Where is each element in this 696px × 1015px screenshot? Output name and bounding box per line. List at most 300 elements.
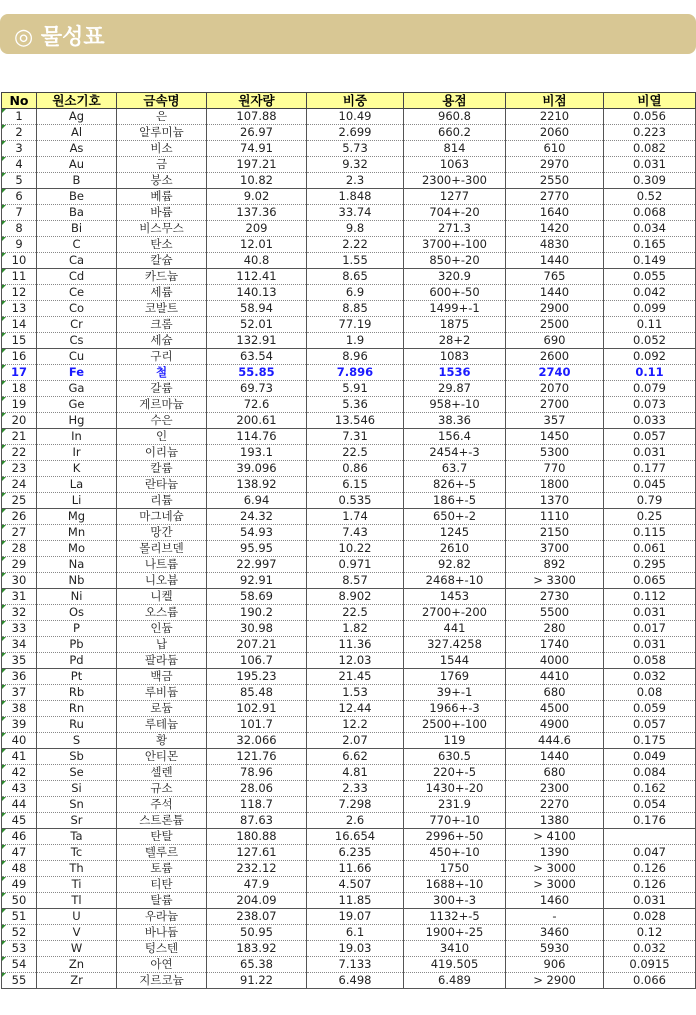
cell-melting-point: 2300+-300 — [404, 173, 506, 189]
cell-atomic-weight: 47.9 — [207, 877, 307, 893]
cell-metal-name: 칼륨 — [117, 461, 207, 477]
cell-no: 35 — [2, 653, 37, 669]
cell-specific-heat: 0.112 — [604, 589, 696, 605]
cell-no: 1 — [2, 109, 37, 125]
cell-boiling-point: 2500 — [506, 317, 604, 333]
table-row — [2, 461, 696, 477]
cell-boiling-point: 1380 — [506, 813, 604, 829]
cell-boiling-point: 1110 — [506, 509, 604, 525]
cell-specific-gravity: 4.81 — [307, 765, 404, 781]
cell-specific-heat: 0.061 — [604, 541, 696, 557]
cell-boiling-point: 4500 — [506, 701, 604, 717]
cell-specific-gravity: 16.654 — [307, 829, 404, 845]
cell-atomic-weight: 12.01 — [207, 237, 307, 253]
cell-metal-name: 나트륨 — [117, 557, 207, 573]
cell-metal-name: 코발트 — [117, 301, 207, 317]
cell-symbol: Mn — [37, 525, 117, 541]
cell-symbol: Ir — [37, 445, 117, 461]
cell-symbol: Be — [37, 189, 117, 205]
cell-no: 48 — [2, 861, 37, 877]
cell-specific-heat: 0.52 — [604, 189, 696, 205]
cell-specific-heat: 0.11 — [604, 365, 696, 381]
cell-specific-heat: 0.052 — [604, 333, 696, 349]
cell-metal-name: 인 — [117, 429, 207, 445]
cell-symbol: Sn — [37, 797, 117, 813]
cell-metal-name: 크롬 — [117, 317, 207, 333]
cell-symbol: Ba — [37, 205, 117, 221]
table-row — [2, 205, 696, 221]
cell-metal-name: 지르코늄 — [117, 973, 207, 989]
cell-melting-point: 300+-3 — [404, 893, 506, 909]
cell-boiling-point: 4000 — [506, 653, 604, 669]
cell-no: 40 — [2, 733, 37, 749]
table-row — [2, 685, 696, 701]
cell-specific-heat: 0.079 — [604, 381, 696, 397]
cell-specific-gravity: 1.848 — [307, 189, 404, 205]
cell-specific-gravity: 21.45 — [307, 669, 404, 685]
cell-boiling-point: 3460 — [506, 925, 604, 941]
cell-boiling-point: 4830 — [506, 237, 604, 253]
cell-specific-heat: 0.126 — [604, 877, 696, 893]
cell-symbol: Cs — [37, 333, 117, 349]
cell-specific-gravity: 8.57 — [307, 573, 404, 589]
cell-specific-gravity: 2.3 — [307, 173, 404, 189]
cell-atomic-weight: 50.95 — [207, 925, 307, 941]
cell-metal-name: 스트론튬 — [117, 813, 207, 829]
cell-specific-gravity: 1.74 — [307, 509, 404, 525]
cell-symbol: Au — [37, 157, 117, 173]
cell-specific-gravity: 12.03 — [307, 653, 404, 669]
cell-melting-point: 1083 — [404, 349, 506, 365]
cell-specific-heat: 0.065 — [604, 573, 696, 589]
cell-specific-gravity: 7.896 — [307, 365, 404, 381]
cell-specific-gravity: 0.971 — [307, 557, 404, 573]
cell-no: 14 — [2, 317, 37, 333]
table-row — [2, 765, 696, 781]
cell-no: 54 — [2, 957, 37, 973]
cell-specific-gravity: 12.2 — [307, 717, 404, 733]
cell-atomic-weight: 200.61 — [207, 413, 307, 429]
cell-melting-point: 1966+-3 — [404, 701, 506, 717]
cell-specific-gravity: 11.36 — [307, 637, 404, 653]
cell-no: 16 — [2, 349, 37, 365]
cell-atomic-weight: 121.76 — [207, 749, 307, 765]
cell-metal-name: 갈륨 — [117, 381, 207, 397]
cell-specific-gravity: 6.15 — [307, 477, 404, 493]
cell-atomic-weight: 190.2 — [207, 605, 307, 621]
cell-symbol: Na — [37, 557, 117, 573]
cell-metal-name: 탄탈 — [117, 829, 207, 845]
cell-atomic-weight: 32.066 — [207, 733, 307, 749]
cell-boiling-point: 680 — [506, 765, 604, 781]
cell-boiling-point: 1390 — [506, 845, 604, 861]
cell-melting-point: 1544 — [404, 653, 506, 669]
cell-symbol: Ru — [37, 717, 117, 733]
cell-melting-point: 660.2 — [404, 125, 506, 141]
cell-atomic-weight: 91.22 — [207, 973, 307, 989]
cell-specific-heat: 0.057 — [604, 717, 696, 733]
cell-specific-heat: 0.084 — [604, 765, 696, 781]
cell-symbol: Pt — [37, 669, 117, 685]
table-row — [2, 317, 696, 333]
cell-specific-gravity: 2.6 — [307, 813, 404, 829]
table-row — [2, 397, 696, 413]
cell-no: 2 — [2, 125, 37, 141]
cell-no: 44 — [2, 797, 37, 813]
cell-specific-heat: 0.099 — [604, 301, 696, 317]
cell-specific-gravity: 2.22 — [307, 237, 404, 253]
cell-melting-point: 1900+-25 — [404, 925, 506, 941]
cell-specific-heat: 0.0915 — [604, 957, 696, 973]
cell-specific-gravity: 6.9 — [307, 285, 404, 301]
cell-symbol: Se — [37, 765, 117, 781]
cell-melting-point: 441 — [404, 621, 506, 637]
cell-melting-point: 29.87 — [404, 381, 506, 397]
cell-melting-point: 850+-20 — [404, 253, 506, 269]
cell-melting-point: 650+-2 — [404, 509, 506, 525]
cell-melting-point: 2500+-100 — [404, 717, 506, 733]
cell-atomic-weight: 55.85 — [207, 365, 307, 381]
cell-symbol: Fe — [37, 365, 117, 381]
cell-metal-name: 텔루르 — [117, 845, 207, 861]
cell-metal-name: 란타늄 — [117, 477, 207, 493]
cell-atomic-weight: 6.94 — [207, 493, 307, 509]
cell-boiling-point: 892 — [506, 557, 604, 573]
cell-metal-name: 토륨 — [117, 861, 207, 877]
cell-no: 3 — [2, 141, 37, 157]
cell-symbol: Zr — [37, 973, 117, 989]
cell-metal-name: 티탄 — [117, 877, 207, 893]
cell-no: 46 — [2, 829, 37, 845]
cell-melting-point: 419.505 — [404, 957, 506, 973]
cell-metal-name: 아연 — [117, 957, 207, 973]
cell-specific-gravity: 7.31 — [307, 429, 404, 445]
cell-specific-gravity: 2.33 — [307, 781, 404, 797]
cell-specific-gravity: 2.699 — [307, 125, 404, 141]
cell-melting-point: 320.9 — [404, 269, 506, 285]
cell-boiling-point: 1460 — [506, 893, 604, 909]
cell-boiling-point: 2300 — [506, 781, 604, 797]
cell-metal-name: 인듐 — [117, 621, 207, 637]
cell-symbol: As — [37, 141, 117, 157]
cell-specific-gravity: 2.07 — [307, 733, 404, 749]
cell-symbol: S — [37, 733, 117, 749]
cell-specific-gravity: 8.96 — [307, 349, 404, 365]
cell-specific-heat: 0.295 — [604, 557, 696, 573]
cell-metal-name: 주석 — [117, 797, 207, 813]
cell-specific-heat: 0.092 — [604, 349, 696, 365]
cell-specific-heat: 0.073 — [604, 397, 696, 413]
table-row — [2, 669, 696, 685]
properties-table — [1, 92, 696, 989]
cell-specific-gravity: 1.55 — [307, 253, 404, 269]
cell-specific-gravity: 19.03 — [307, 941, 404, 957]
cell-specific-gravity: 7.43 — [307, 525, 404, 541]
cell-metal-name: 셀렌 — [117, 765, 207, 781]
cell-metal-name: 구리 — [117, 349, 207, 365]
table-row — [2, 109, 696, 125]
cell-specific-heat: 0.049 — [604, 749, 696, 765]
cell-melting-point: 1132+-5 — [404, 909, 506, 925]
cell-no: 10 — [2, 253, 37, 269]
cell-metal-name: 백금 — [117, 669, 207, 685]
cell-metal-name: 탄소 — [117, 237, 207, 253]
cell-boiling-point: 1370 — [506, 493, 604, 509]
cell-no: 8 — [2, 221, 37, 237]
cell-symbol: Hg — [37, 413, 117, 429]
cell-boiling-point: 2600 — [506, 349, 604, 365]
table-row — [2, 813, 696, 829]
table-row — [2, 941, 696, 957]
cell-melting-point: 1277 — [404, 189, 506, 205]
cell-no: 37 — [2, 685, 37, 701]
cell-metal-name: 비스무스 — [117, 221, 207, 237]
cell-specific-gravity: 7.298 — [307, 797, 404, 813]
cell-atomic-weight: 92.91 — [207, 573, 307, 589]
cell-boiling-point: 2070 — [506, 381, 604, 397]
cell-symbol: Ca — [37, 253, 117, 269]
cell-specific-gravity: 1.82 — [307, 621, 404, 637]
cell-no: 50 — [2, 893, 37, 909]
cell-melting-point: 271.3 — [404, 221, 506, 237]
cell-metal-name: 우라늄 — [117, 909, 207, 925]
cell-specific-heat: 0.031 — [604, 157, 696, 173]
cell-metal-name: 텅스텐 — [117, 941, 207, 957]
cell-boiling-point: 1800 — [506, 477, 604, 493]
cell-symbol: Cr — [37, 317, 117, 333]
cell-no: 34 — [2, 637, 37, 653]
cell-boiling-point: > 3300 — [506, 573, 604, 589]
cell-melting-point: 1769 — [404, 669, 506, 685]
cell-atomic-weight: 52.01 — [207, 317, 307, 333]
cell-specific-gravity: 6.62 — [307, 749, 404, 765]
cell-metal-name: 알루미늄 — [117, 125, 207, 141]
cell-no: 9 — [2, 237, 37, 253]
table-row — [2, 605, 696, 621]
cell-no: 27 — [2, 525, 37, 541]
cell-boiling-point: 2900 — [506, 301, 604, 317]
cell-symbol: B — [37, 173, 117, 189]
cell-specific-gravity: 6.235 — [307, 845, 404, 861]
cell-no: 53 — [2, 941, 37, 957]
cell-no: 24 — [2, 477, 37, 493]
cell-melting-point: 1875 — [404, 317, 506, 333]
cell-melting-point: 2700+-200 — [404, 605, 506, 621]
table-row — [2, 429, 696, 445]
table-row — [2, 621, 696, 637]
cell-no: 49 — [2, 877, 37, 893]
cell-symbol: Sb — [37, 749, 117, 765]
cell-atomic-weight: 207.21 — [207, 637, 307, 653]
title-bar — [0, 14, 696, 54]
cell-metal-name: 리튬 — [117, 493, 207, 509]
cell-metal-name: 팔라듐 — [117, 653, 207, 669]
cell-melting-point: 1245 — [404, 525, 506, 541]
table-row — [2, 893, 696, 909]
cell-no: 26 — [2, 509, 37, 525]
cell-no: 32 — [2, 605, 37, 621]
cell-specific-heat: 0.047 — [604, 845, 696, 861]
cell-symbol: Rb — [37, 685, 117, 701]
cell-symbol: Al — [37, 125, 117, 141]
table-row — [2, 221, 696, 237]
cell-boiling-point: 770 — [506, 461, 604, 477]
cell-no: 13 — [2, 301, 37, 317]
cell-atomic-weight: 112.41 — [207, 269, 307, 285]
cell-no: 6 — [2, 189, 37, 205]
cell-no: 52 — [2, 925, 37, 941]
cell-metal-name: 게르마늄 — [117, 397, 207, 413]
cell-symbol: Pd — [37, 653, 117, 669]
cell-specific-gravity: 22.5 — [307, 445, 404, 461]
cell-symbol: W — [37, 941, 117, 957]
cell-melting-point: 1430+-20 — [404, 781, 506, 797]
table-row — [2, 957, 696, 973]
table-header-row — [2, 93, 696, 109]
cell-atomic-weight: 101.7 — [207, 717, 307, 733]
cell-specific-heat: 0.054 — [604, 797, 696, 813]
cell-atomic-weight: 39.096 — [207, 461, 307, 477]
cell-melting-point: 156.4 — [404, 429, 506, 445]
cell-melting-point: 826+-5 — [404, 477, 506, 493]
cell-boiling-point: 765 — [506, 269, 604, 285]
table-row — [2, 493, 696, 509]
cell-symbol: Sr — [37, 813, 117, 829]
cell-metal-name: 마그네슘 — [117, 509, 207, 525]
cell-specific-heat: 0.11 — [604, 317, 696, 333]
table-row — [2, 413, 696, 429]
cell-specific-gravity: 33.74 — [307, 205, 404, 221]
cell-atomic-weight: 58.69 — [207, 589, 307, 605]
cell-melting-point: 220+-5 — [404, 765, 506, 781]
cell-symbol: U — [37, 909, 117, 925]
table-row — [2, 861, 696, 877]
cell-boiling-point: 1440 — [506, 253, 604, 269]
table-row — [2, 573, 696, 589]
cell-atomic-weight: 87.63 — [207, 813, 307, 829]
cell-specific-gravity: 12.44 — [307, 701, 404, 717]
cell-boiling-point: 1440 — [506, 749, 604, 765]
cell-no: 30 — [2, 573, 37, 589]
cell-melting-point: 1750 — [404, 861, 506, 877]
cell-specific-heat: 0.034 — [604, 221, 696, 237]
cell-specific-gravity: 9.32 — [307, 157, 404, 173]
cell-boiling-point: 444.6 — [506, 733, 604, 749]
table-body — [2, 109, 696, 989]
cell-atomic-weight: 193.1 — [207, 445, 307, 461]
cell-symbol: Ta — [37, 829, 117, 845]
cell-specific-heat: 0.309 — [604, 173, 696, 189]
cell-specific-heat: 0.031 — [604, 893, 696, 909]
cell-specific-heat: 0.177 — [604, 461, 696, 477]
cell-metal-name: 수은 — [117, 413, 207, 429]
cell-specific-heat: 0.057 — [604, 429, 696, 445]
cell-specific-heat: 0.08 — [604, 685, 696, 701]
cell-boiling-point: > 3000 — [506, 861, 604, 877]
cell-no: 21 — [2, 429, 37, 445]
cell-no: 5 — [2, 173, 37, 189]
cell-specific-gravity: 11.66 — [307, 861, 404, 877]
cell-boiling-point: 610 — [506, 141, 604, 157]
cell-melting-point: 2610 — [404, 541, 506, 557]
cell-atomic-weight: 127.61 — [207, 845, 307, 861]
cell-no: 7 — [2, 205, 37, 221]
cell-atomic-weight: 180.88 — [207, 829, 307, 845]
page-title: ◎ 물성표 — [14, 25, 105, 50]
table-row — [2, 269, 696, 285]
cell-boiling-point: 2700 — [506, 397, 604, 413]
cell-specific-heat: 0.115 — [604, 525, 696, 541]
cell-symbol: Zn — [37, 957, 117, 973]
cell-specific-gravity: 9.8 — [307, 221, 404, 237]
cell-symbol: Mo — [37, 541, 117, 557]
cell-symbol: Tc — [37, 845, 117, 861]
header-no: No — [2, 93, 37, 109]
cell-no: 4 — [2, 157, 37, 173]
table-row — [2, 301, 696, 317]
cell-atomic-weight: 69.73 — [207, 381, 307, 397]
table-row — [2, 525, 696, 541]
cell-boiling-point: 280 — [506, 621, 604, 637]
table-row — [2, 253, 696, 269]
cell-symbol: Nb — [37, 573, 117, 589]
cell-specific-gravity: 10.49 — [307, 109, 404, 125]
cell-metal-name: 탈륨 — [117, 893, 207, 909]
table-row — [2, 381, 696, 397]
table-row — [2, 157, 696, 173]
cell-specific-gravity: 77.19 — [307, 317, 404, 333]
cell-specific-heat: 0.032 — [604, 669, 696, 685]
cell-metal-name: 루테늄 — [117, 717, 207, 733]
cell-specific-heat: 0.176 — [604, 813, 696, 829]
cell-metal-name: 몰리브덴 — [117, 541, 207, 557]
cell-specific-heat: 0.045 — [604, 477, 696, 493]
table-row — [2, 973, 696, 989]
cell-boiling-point: 680 — [506, 685, 604, 701]
cell-no: 12 — [2, 285, 37, 301]
cell-melting-point: 2996+-50 — [404, 829, 506, 845]
cell-specific-heat: 0.126 — [604, 861, 696, 877]
cell-symbol: La — [37, 477, 117, 493]
cell-no: 11 — [2, 269, 37, 285]
cell-atomic-weight: 74.91 — [207, 141, 307, 157]
cell-no: 31 — [2, 589, 37, 605]
cell-symbol: Ti — [37, 877, 117, 893]
cell-metal-name: 비소 — [117, 141, 207, 157]
cell-boiling-point: 2210 — [506, 109, 604, 125]
cell-no: 55 — [2, 973, 37, 989]
table-row — [2, 349, 696, 365]
cell-specific-heat: 0.042 — [604, 285, 696, 301]
cell-melting-point: 1536 — [404, 365, 506, 381]
cell-atomic-weight: 209 — [207, 221, 307, 237]
cell-boiling-point: 1420 — [506, 221, 604, 237]
cell-specific-gravity: 8.902 — [307, 589, 404, 605]
cell-atomic-weight: 85.48 — [207, 685, 307, 701]
table-row — [2, 653, 696, 669]
cell-atomic-weight: 63.54 — [207, 349, 307, 365]
cell-specific-gravity: 13.546 — [307, 413, 404, 429]
cell-atomic-weight: 238.07 — [207, 909, 307, 925]
cell-specific-gravity: 8.65 — [307, 269, 404, 285]
cell-symbol: Ni — [37, 589, 117, 605]
cell-boiling-point: 1640 — [506, 205, 604, 221]
cell-atomic-weight: 30.98 — [207, 621, 307, 637]
cell-melting-point: 630.5 — [404, 749, 506, 765]
cell-atomic-weight: 95.95 — [207, 541, 307, 557]
cell-atomic-weight: 138.92 — [207, 477, 307, 493]
cell-metal-name: 카드늄 — [117, 269, 207, 285]
